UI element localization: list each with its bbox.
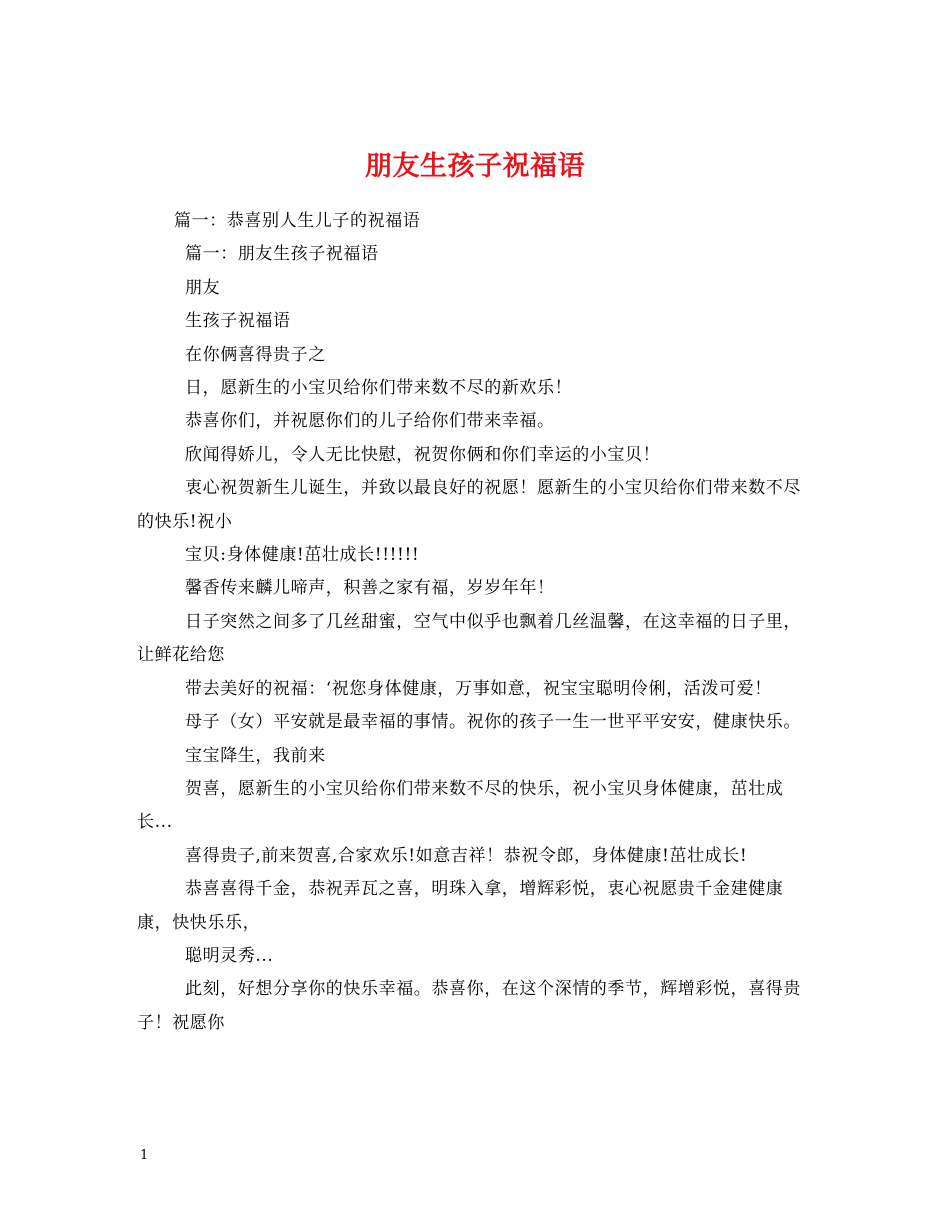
paragraph: 恭喜喜得千金，恭祝弄瓦之喜，明珠入拿，增辉彩悦，衷心祝愿贵千金建健康康，快快乐乐， (137, 879, 784, 933)
paragraph: 篇一：朋友生孩子祝福语 (185, 244, 379, 265)
paragraph: 恭喜你们，并祝愿你们的儿子给你们带来幸福。 (185, 411, 555, 432)
paragraph: 此刻，好想分享你的快乐幸福。恭喜你，在这个深情的季节，辉增彩悦，喜得贵子！祝愿你 (137, 979, 801, 1033)
paragraph: 日子突然之间多了几丝甜蜜，空气中似乎也飘着几丝温馨，在这幸福的日子里，让鲜花给您 (137, 611, 801, 666)
paragraph: 生孩子祝福语 (185, 311, 291, 332)
paragraph: 聪明灵秀... (185, 945, 274, 966)
page-number: 1 (140, 1148, 149, 1163)
paragraph: 宝宝降生，我前来 (185, 745, 326, 766)
document-body (137, 205, 812, 1040)
paragraph: 喜得贵子,前来贺喜,合家欢乐!如意吉祥！恭祝令郎，身体健康!茁壮成长! (185, 845, 748, 866)
paragraph: 朋友 (185, 277, 221, 298)
document-title: 朋友生孩子祝福语 (365, 151, 585, 183)
paragraph: 宝贝:身体健康!茁壮成长!!!!!! (185, 545, 420, 566)
paragraph: 日，愿新生的小宝贝给你们带来数不尽的新欢乐！ (185, 378, 573, 399)
paragraph: 贺喜，愿新生的小宝贝给你们带来数不尽的快乐，祝小宝贝身体健康，茁壮成长... (137, 778, 784, 833)
paragraph: 篇一：恭喜别人生儿子的祝福语 (174, 211, 421, 231)
paragraph: 母子（女）平安就是最幸福的事情。祝你的孩子一生一世平平安安，健康快乐。 (185, 712, 801, 733)
paragraph: 馨香传来麟儿啼声，积善之家有福，岁岁年年！ (185, 578, 555, 599)
paragraph: 在你俩喜得贵子之 (185, 344, 326, 365)
paragraph: 带去美好的祝福：‘祝您身体健康，万事如意，祝宝宝聪明伶俐，活泼可爱！ (185, 678, 772, 699)
paragraph: 衷心祝贺新生儿诞生，并致以最良好的祝愿！愿新生的小宝贝给你们带来数不尽的快乐!祝小 (137, 478, 801, 532)
paragraph: 欣闻得娇儿，令人无比快慰，祝贺你俩和你们幸运的小宝贝！ (185, 444, 661, 465)
